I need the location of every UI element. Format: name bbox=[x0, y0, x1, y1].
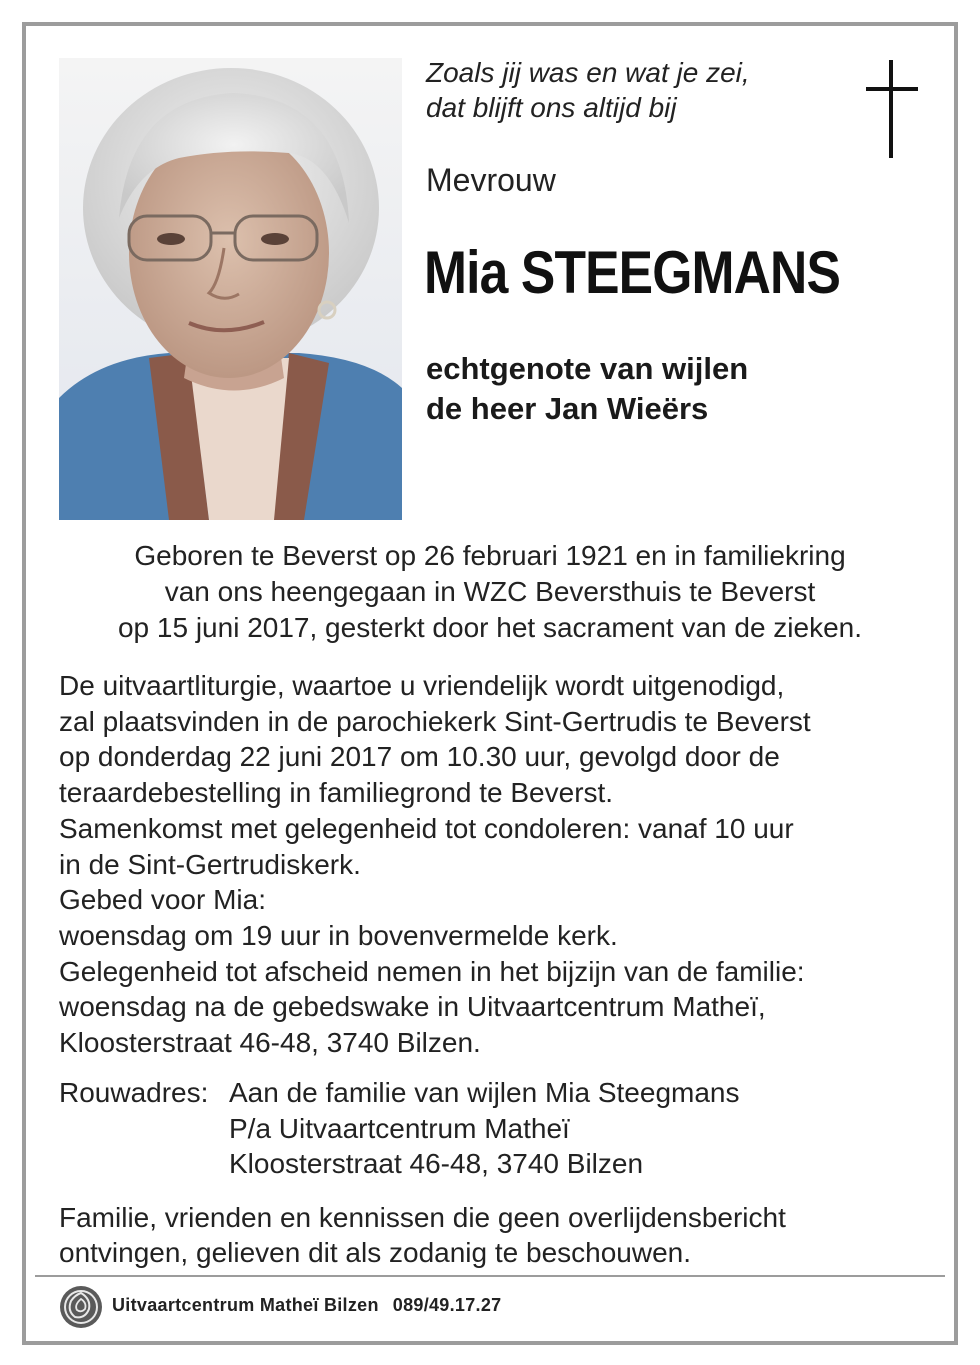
funeral-details bbox=[59, 668, 811, 1061]
address-label: Rouwadres: bbox=[59, 1077, 209, 1108]
portrait-photo bbox=[59, 58, 402, 520]
family-notice bbox=[59, 1200, 786, 1270]
deceased-name: Mia STEEGMANS bbox=[424, 239, 841, 306]
birth-line: van ons heengegaan in WZC Beversthuis te Beverst bbox=[164, 576, 816, 607]
address-line: Aan de familie van wijlen Mia Steegmans bbox=[229, 1077, 740, 1108]
mourning-address bbox=[59, 1075, 739, 1182]
spouse-line: echtgenote van wijlen bbox=[426, 351, 749, 386]
spouse-line: de heer Jan Wieërs bbox=[426, 391, 709, 426]
funeral-line: teraardebestelling in familiegrond te Beverst. bbox=[59, 777, 614, 809]
footer-divider bbox=[35, 1275, 945, 1277]
funeral-line: Samenkomst met gelegenheid tot condoleren: vanaf 10 uur bbox=[59, 812, 794, 844]
funeral-line: in de Sint-Gertrudiskerk. bbox=[59, 848, 361, 880]
funeral-line: woensdag om 19 uur in bovenvermelde kerk. bbox=[59, 919, 618, 951]
funeral-home-name: Uitvaartcentrum Matheï Bilzen bbox=[112, 1295, 379, 1315]
birth-death-info bbox=[40, 538, 940, 646]
birth-line: Geboren te Beverst op 26 februari 1921 en in familiekring bbox=[134, 540, 846, 571]
funeral-line: De uitvaartliturgie, waartoe u vriendelijk wordt uitgenodigd, bbox=[59, 670, 785, 701]
funeral-home-phone: 089/49.17.27 bbox=[392, 1295, 502, 1315]
address-line: Kloosterstraat 46-48, 3740 Bilzen bbox=[229, 1148, 644, 1179]
funeral-line: woensdag na de gebedswake in Uitvaartcentrum Matheï, bbox=[59, 991, 766, 1023]
memorial-quote bbox=[426, 55, 750, 125]
cross-icon bbox=[862, 60, 922, 165]
birth-line: op 15 juni 2017, gesterkt door het sacrament van de zieken. bbox=[117, 612, 863, 643]
notice-line: Familie, vrienden en kennissen die geen overlijdensbericht bbox=[59, 1202, 786, 1233]
funeral-line: Gelegenheid tot afscheid nemen in het bijzijn van de familie: bbox=[59, 955, 805, 987]
rose-logo-icon bbox=[59, 1285, 103, 1334]
funeral-line: Kloosterstraat 46-48, 3740 Bilzen. bbox=[59, 1027, 481, 1059]
honorific: Mevrouw bbox=[426, 162, 556, 198]
footer-contact bbox=[112, 1295, 501, 1316]
funeral-line: Gebed voor Mia: bbox=[59, 884, 266, 916]
funeral-line: zal plaatsvinden in de parochiekerk Sint-Gertrudis te Beverst bbox=[59, 705, 811, 737]
notice-line: ontvingen, gelieven dit als zodanig te beschouwen. bbox=[59, 1237, 691, 1268]
address-line: P/a Uitvaartcentrum Matheï bbox=[229, 1112, 570, 1144]
funeral-line: op donderdag 22 juni 2017 om 10.30 uur, gevolgd door de bbox=[59, 741, 780, 773]
spouse-info bbox=[426, 349, 748, 429]
quote-line: Zoals jij was en wat je zei, bbox=[426, 57, 750, 88]
quote-line: dat blijft ons altijd bij bbox=[426, 92, 677, 123]
